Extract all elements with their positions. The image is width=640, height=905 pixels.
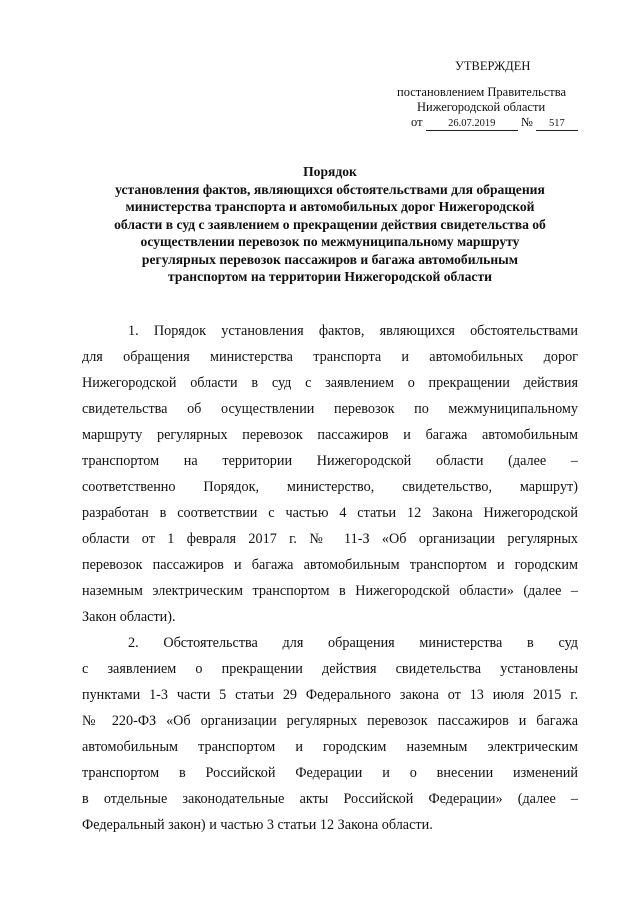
body-line: № 220-ФЗ «Об организации регулярных перевозок пассажиров и багажа <box>82 713 578 729</box>
approval-date: 26.07.2019 <box>426 117 518 131</box>
paragraph-1 <box>82 318 578 630</box>
approval-line-date-number <box>411 114 578 131</box>
body-line: Нижегородской области в суд с заявлением о прекращении действия <box>82 375 578 391</box>
body-line: Закон области). <box>82 609 176 625</box>
body-line: перевозок пассажиров и багажа автомобильным транспортом и городским <box>82 557 578 573</box>
body-line: маршруту регулярных перевозок пассажиров и багажа автомобильным <box>82 427 578 443</box>
body-line: транспортом в Российской Федерации и о внесении изменений <box>82 765 578 781</box>
title-line: регулярных перевозок пассажиров и багажа автомобильным <box>141 251 519 267</box>
body-line: разработан в соответствии с частью 4 статьи 12 Закона Нижегородской <box>82 505 578 521</box>
body-line: Федеральный закон) и частью 3 статьи 12 Закона области. <box>82 817 433 833</box>
title-line: осуществлении перевозок по межмуниципальному маршруту <box>140 234 520 249</box>
body-line: для обращения министерства транспорта и автомобильных дорог <box>82 349 578 365</box>
title-line: министерства транспорта и автомобильных дорог Нижегородской <box>125 199 535 214</box>
title-line: области в суд с заявлением о прекращении действия свидетельства об <box>114 216 546 232</box>
body-line: с заявлением о прекращении действия свидетельства установлены <box>82 661 578 677</box>
approval-number: 517 <box>536 117 578 131</box>
title-line: транспортом на территории Нижегородской области <box>168 269 492 284</box>
body-line: свидетельства об осуществлении перевозок по межмуниципальному <box>82 401 578 417</box>
approval-stamp: УТВЕРЖДЕН <box>455 59 531 73</box>
body-line: области от 1 февраля 2017 г. № 11-З «Об организации регулярных <box>82 531 578 547</box>
body-line: пунктами 1-3 части 5 статьи 29 Федерального закона от 13 июля 2015 г. <box>82 687 578 703</box>
approval-line-region: Нижегородской области <box>417 100 546 114</box>
body-line: 1. Порядок установления фактов, являющихся обстоятельствами <box>128 323 578 339</box>
body-line: наземным электрическим транспортом в Нижегородской области» (далее – <box>82 583 578 599</box>
approval-line-resolution: постановлением Правительства <box>397 85 567 99</box>
number-label: № <box>520 115 533 129</box>
body-line: в отдельные законодательные акты Российской Федерации» (далее – <box>82 791 578 807</box>
body-line: транспортом на территории Нижегородской области (далее – <box>82 453 578 469</box>
title-line: Порядок <box>303 164 357 179</box>
from-label: от <box>411 115 423 129</box>
body-line: соответственно Порядок, министерство, свидетельство, маршрут) <box>82 479 578 495</box>
document-title <box>70 163 590 286</box>
document-body <box>82 318 578 838</box>
body-line: автомобильным транспортом и городским наземным электрическим <box>82 739 578 755</box>
paragraph-2 <box>82 630 578 838</box>
title-line: установления фактов, являющихся обстоятельствами для обращения <box>115 181 545 197</box>
body-line: 2. Обстоятельства для обращения министерства в суд <box>128 635 578 651</box>
